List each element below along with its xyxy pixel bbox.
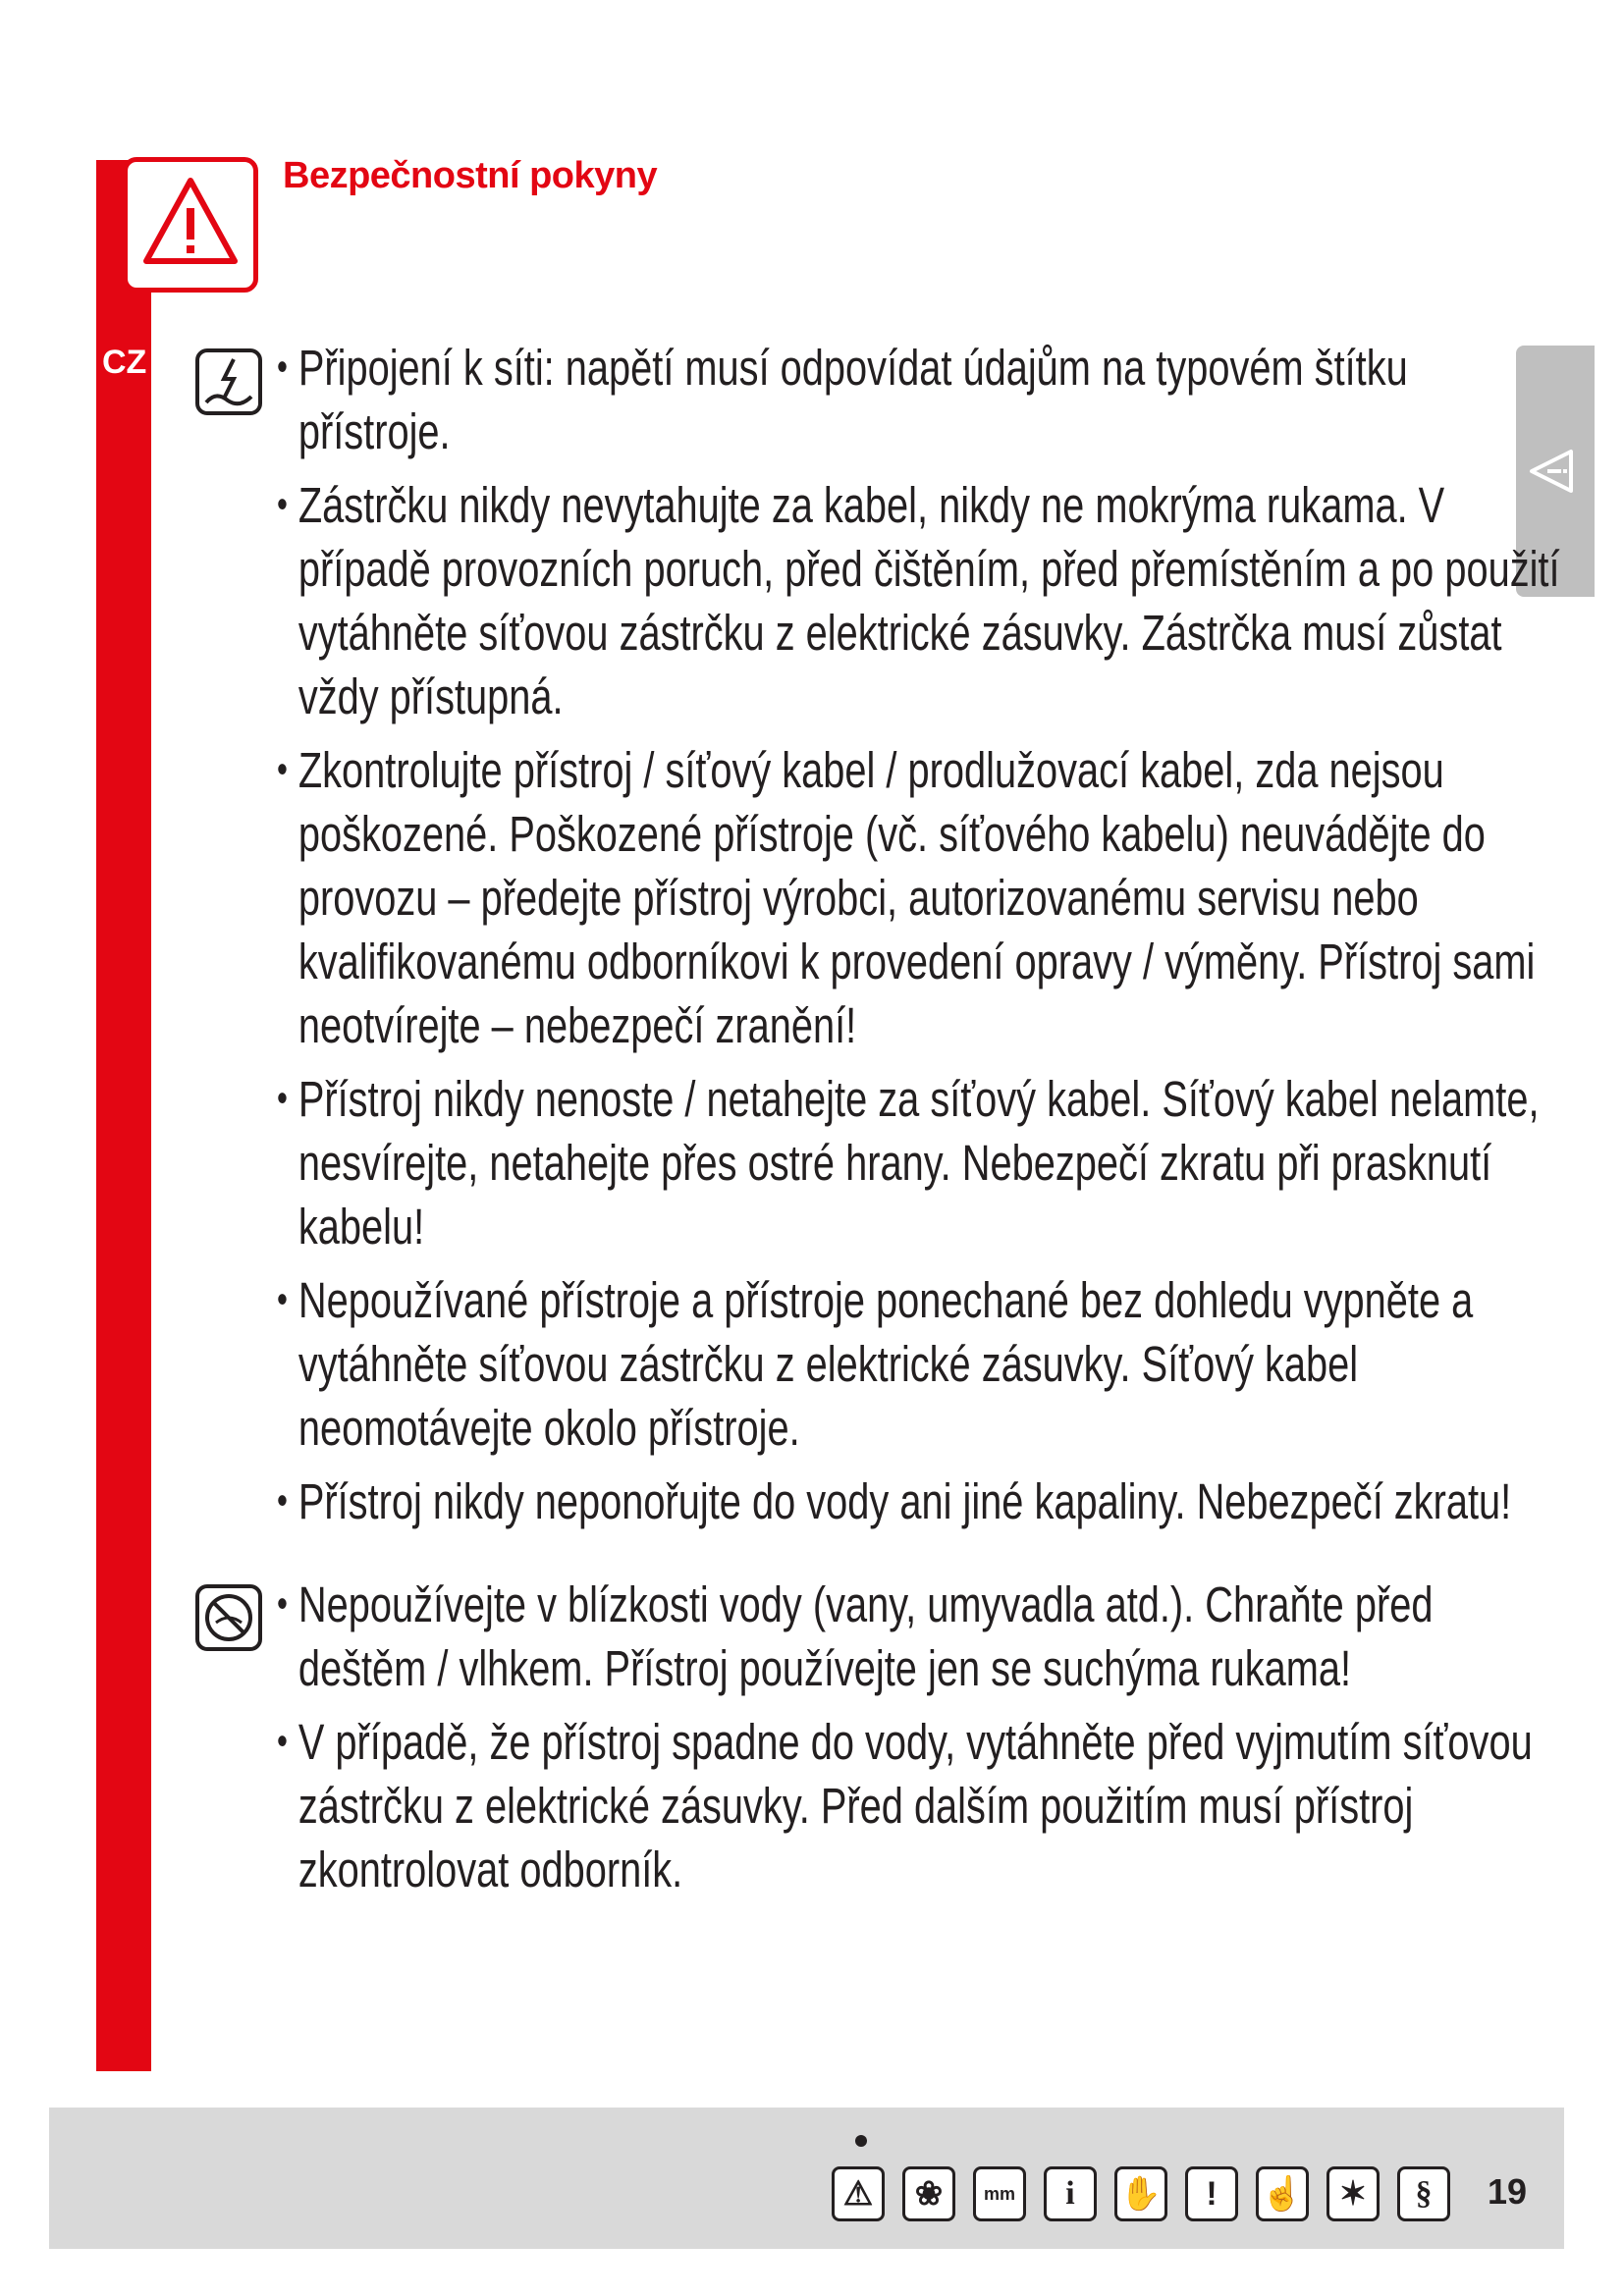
- warning-icon[interactable]: ⚠: [832, 2166, 885, 2221]
- electric-shock-icon: [194, 347, 263, 416]
- section2-list: [277, 1573, 1543, 1911]
- list-item: • Nepoužívejte v blízkosti vody (vany, umyvadla atd.). Chraňte před deštěm / vlhkem. Přístroj používejte jen se suchýma rukama!: [277, 1573, 1565, 1700]
- thumb-icon[interactable]: ☝: [1256, 2166, 1309, 2221]
- warning-header-box: [123, 157, 258, 293]
- list-item: • Nepoužívané přístroje a přístroje ponechané bez dohledu vypněte a vytáhněte síťovou zástrčku z elektrické zásuvky. Síťový kabel neomotávejte okolo přístroje.: [277, 1268, 1565, 1460]
- exclamation-icon[interactable]: !: [1185, 2166, 1238, 2221]
- side-color-bar: [96, 160, 151, 2071]
- list-item: • Připojení k síti: napětí musí odpovídat údajům na typovém štítku přístroje.: [277, 336, 1565, 463]
- info-icon[interactable]: i: [1044, 2166, 1097, 2221]
- no-water-icon: [194, 1583, 263, 1652]
- hand-icon[interactable]: ✋: [1114, 2166, 1167, 2221]
- page-title: Bezpečnostní pokyny: [283, 155, 658, 196]
- list-item: • Přístroj nikdy neponořujte do vody ani jiné kapaliny. Nebezpečí zkratu!: [277, 1469, 1565, 1533]
- language-code: CZ: [102, 344, 147, 381]
- list-item: • Zástrčku nikdy nevytahujte za kabel, nikdy ne mokrýma rukama. V případě provozních poruch, před čištěním, před přemístěním a po použití vytáhněte síťovou zástrčku z elektrické zásuvky. Zástrčka musí zůstat vždy přístupná.: [277, 473, 1565, 728]
- list-item: • V případě, že přístroj spadne do vody, vytáhněte před vyjmutím síťovou zástrčku z elektrické zásuvky. Před dalším použitím musí přístroj zkontrolovat odborník.: [277, 1710, 1565, 1901]
- page-number: 19: [1488, 2171, 1528, 2212]
- section1-list: [277, 336, 1560, 1543]
- sparkle-icon[interactable]: ✶: [1326, 2166, 1380, 2221]
- ruler-icon[interactable]: mm: [973, 2166, 1026, 2221]
- warning-icon: [140, 173, 241, 273]
- fan-icon[interactable]: ❀: [902, 2166, 955, 2221]
- paragraph-icon[interactable]: §: [1397, 2166, 1450, 2221]
- active-indicator: [855, 2135, 867, 2147]
- list-item: • Zkontrolujte přístroj / síťový kabel / prodlužovací kabel, zda nejsou poškozené. Poškozené přístroje (vč. síťového kabelu) neuvádějte do provozu – předejte přístroj výrobci, autorizovanému servisu nebo kvalifikovanému odborníkovi k provedení opravy / výměny. Přístroj sami neotvírejte – nebezpečí zranění!: [277, 738, 1565, 1057]
- list-item: • Přístroj nikdy nenoste / netahejte za síťový kabel. Síťový kabel nelamte, nesvírejte, netahejte přes ostré hrany. Nebezpečí zkratu při prasknutí kabelu!: [277, 1067, 1565, 1258]
